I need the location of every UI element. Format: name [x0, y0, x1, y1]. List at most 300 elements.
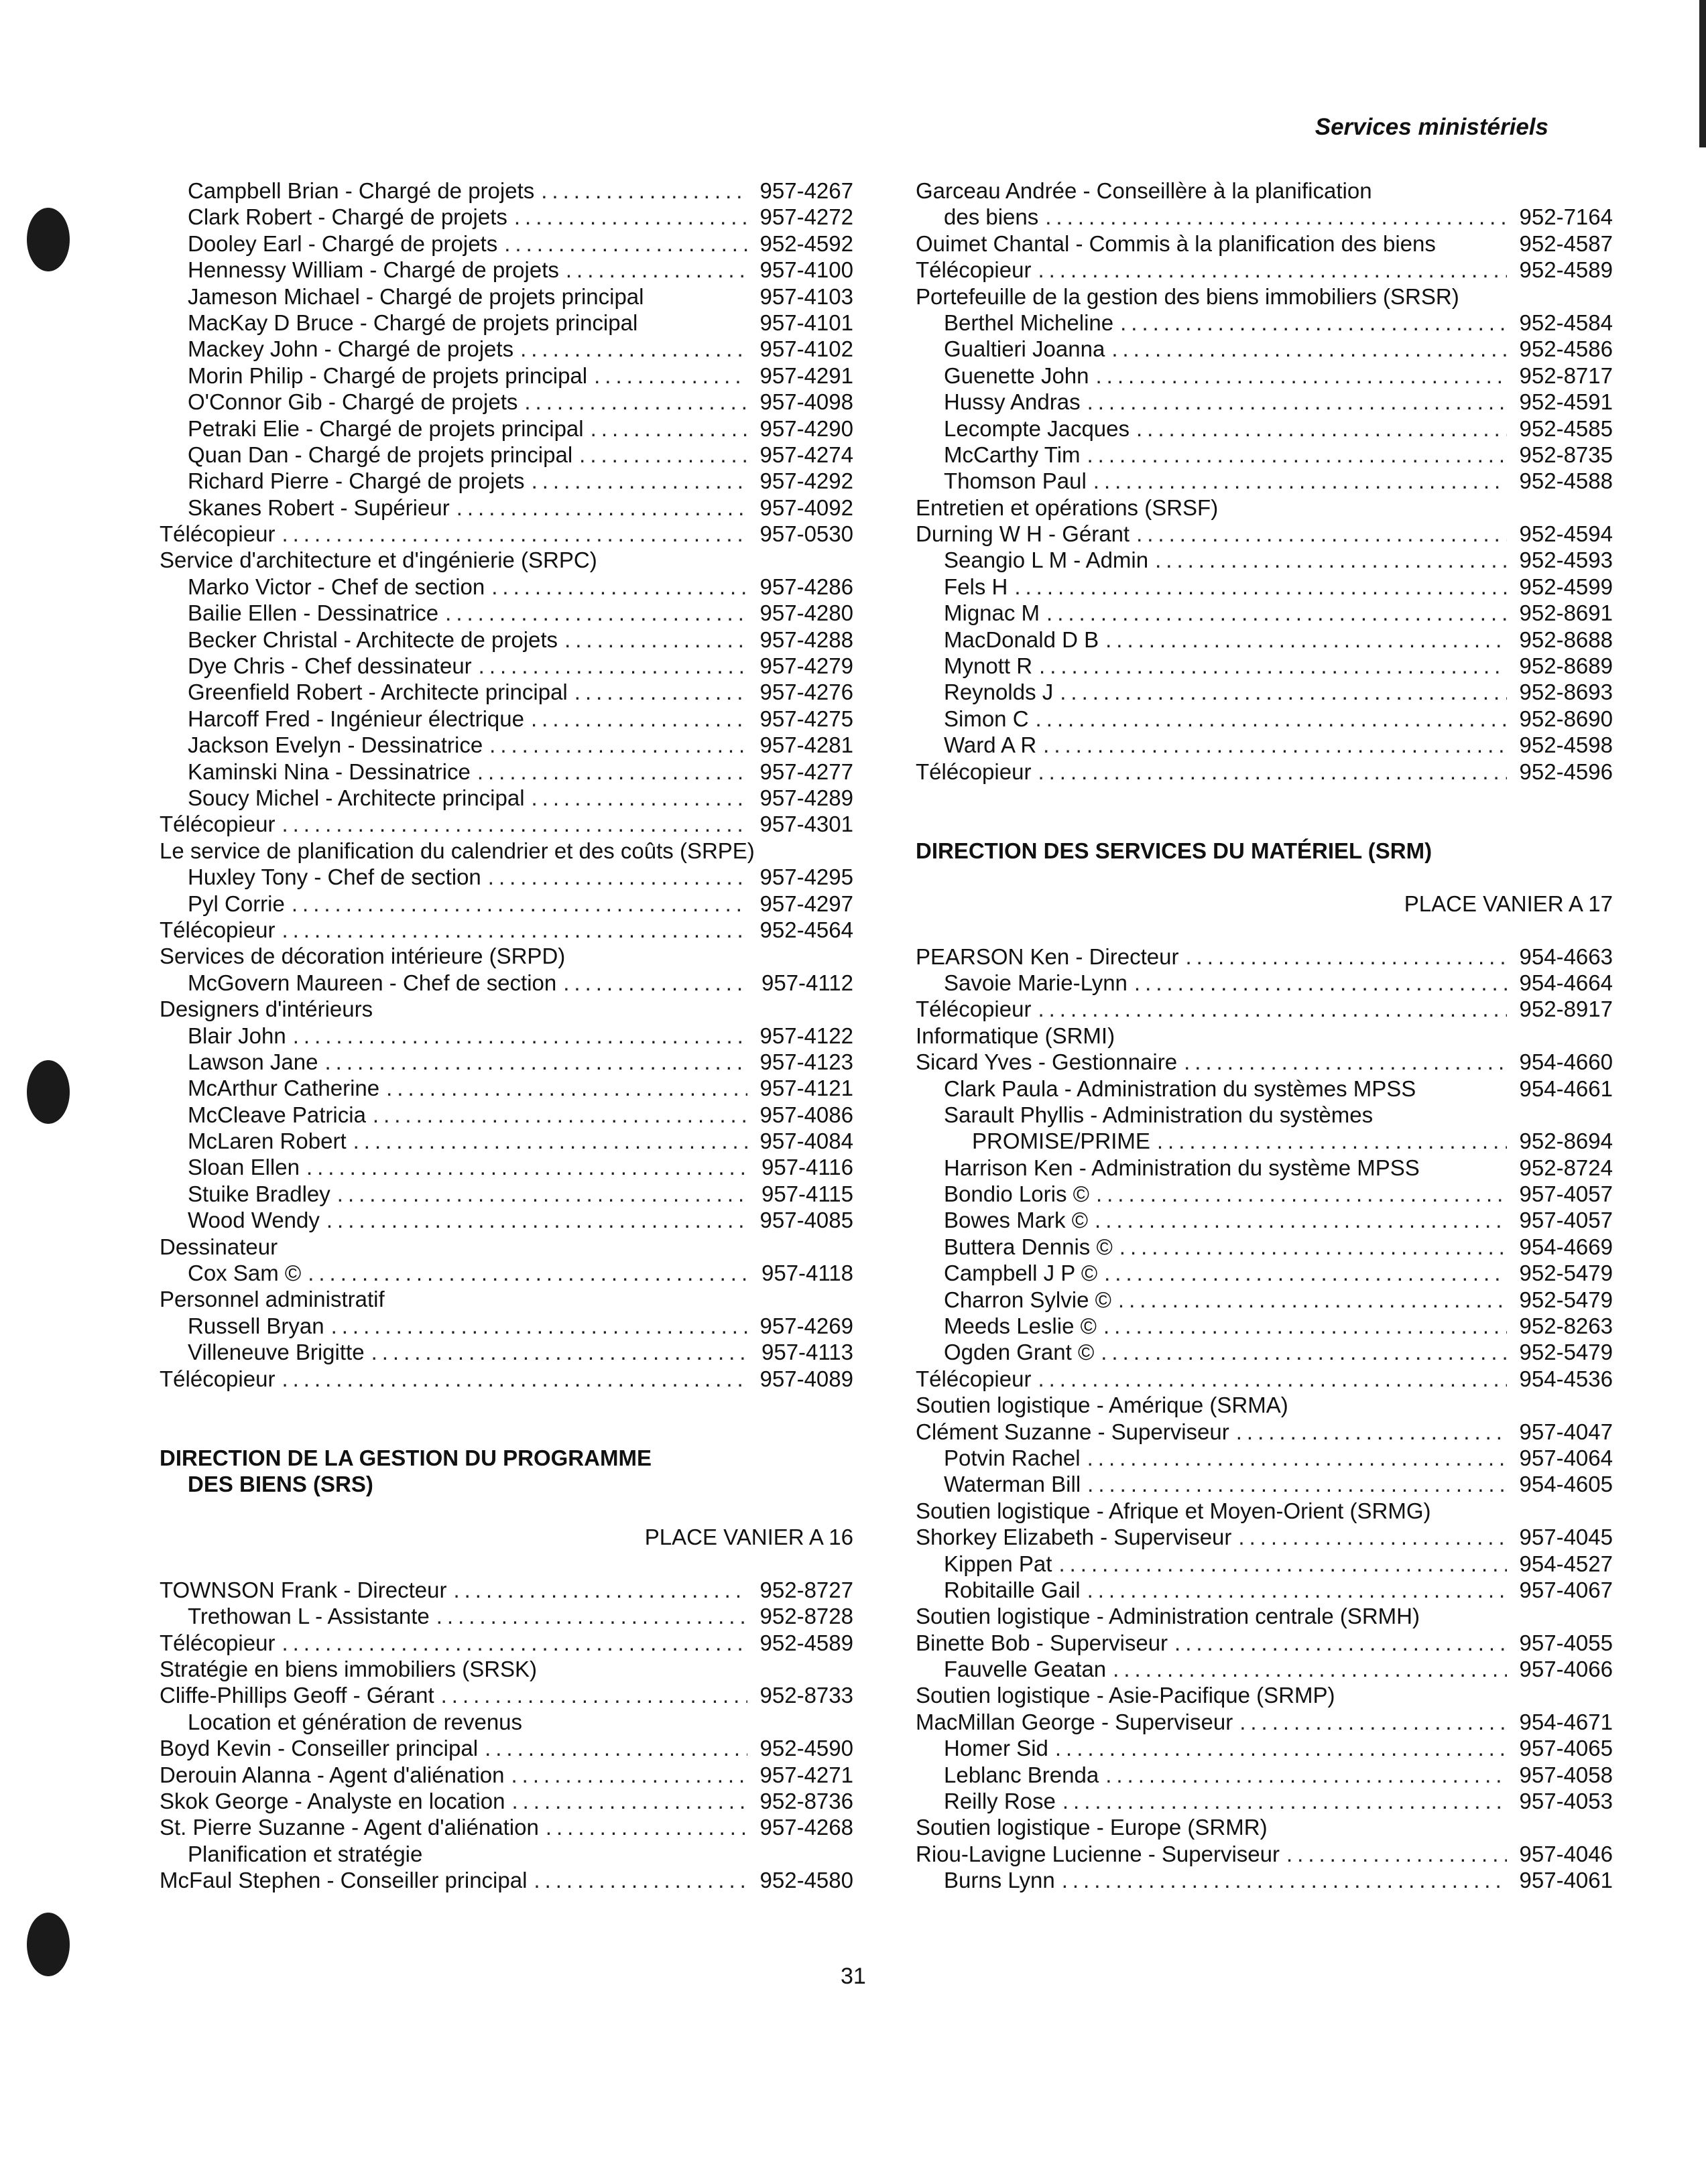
directory-entry [916, 732, 1613, 758]
entry-name: MacKay D Bruce - Chargé de projets principal [188, 310, 638, 335]
directory-entry [916, 310, 1613, 336]
dot-leader [1056, 1788, 1507, 1814]
dot-leader [275, 811, 747, 837]
directory-entry [160, 574, 853, 600]
directory-entry [160, 521, 853, 547]
phone-number: 957-4092 [759, 495, 853, 520]
group-heading-text: Garceau Andrée - Conseillère à la planification [916, 178, 1372, 203]
dot-leader [1081, 389, 1507, 415]
entry-name: Guenette John [944, 363, 1089, 388]
dot-leader [1233, 1709, 1507, 1735]
dot-leader [1081, 1577, 1507, 1603]
directory-entry [916, 1366, 1613, 1392]
phone-number: 957-4057 [1519, 1208, 1613, 1233]
phone-number: 957-4291 [759, 363, 853, 388]
phone-number: 952-8724 [1519, 1155, 1613, 1180]
entry-name: Shorkey Elizabeth - Superviseur [916, 1525, 1232, 1550]
entry-name: Fels H [944, 574, 1008, 599]
phone-number: 957-4067 [1519, 1577, 1613, 1602]
dot-leader [275, 521, 747, 547]
group-heading-text: Entretien et opérations (SRSF) [916, 495, 1219, 520]
phone-number: 954-4536 [1519, 1366, 1613, 1391]
group-heading [160, 1841, 853, 1867]
directory-entry [160, 679, 853, 705]
dot-leader [330, 1181, 747, 1207]
entry-name: PROMISE/PRIME [972, 1129, 1150, 1154]
phone-number: 957-4103 [759, 283, 853, 309]
entry-name: Dye Chris - Chef dessinateur [188, 653, 472, 679]
dot-leader [524, 706, 747, 732]
entry-name: Télécopieur [160, 1630, 276, 1655]
phone-number: 952-4580 [759, 1868, 853, 1893]
phone-number: 957-4113 [761, 1340, 853, 1365]
directory-entry [160, 917, 853, 943]
directory-entry [160, 1577, 853, 1603]
spacer [160, 1392, 853, 1445]
group-heading-text: Soutien logistique - Afrique et Moyen-Orient (SRMG) [916, 1498, 1431, 1523]
entry-name: Thomson Paul [944, 468, 1087, 494]
entry-name: McGovern Maureen - Chef de section [188, 970, 557, 995]
dot-leader [534, 178, 747, 204]
phone-number: 957-4064 [1519, 1445, 1613, 1470]
directory-entry [160, 204, 853, 230]
dot-leader [1128, 970, 1507, 996]
entry-name: Derouin Alanna - Agent d'aliénation [160, 1762, 505, 1787]
entry-name: Petraki Elie - Chargé de projets principal [188, 415, 584, 441]
entry-name: des biens [944, 204, 1039, 230]
dot-leader [587, 363, 747, 389]
phone-number: 952-4589 [1519, 257, 1613, 283]
directory-entry [160, 468, 853, 494]
directory-entry [160, 864, 853, 890]
phone-number: 952-5479 [1519, 1287, 1613, 1312]
directory-entry [160, 1603, 853, 1629]
entry-name: Télécopieur [160, 521, 276, 547]
phone-number: 952-8917 [1519, 997, 1613, 1022]
directory-entry [160, 1339, 853, 1365]
group-heading [916, 495, 1613, 521]
group-heading [916, 1814, 1613, 1840]
entry-name: Bailie Ellen - Dessinatrice [188, 600, 439, 626]
entry-name: Berthel Micheline [944, 310, 1114, 335]
dot-leader [505, 1762, 747, 1788]
dot-leader [446, 1577, 747, 1603]
entry-name: Lecompte Jacques [944, 415, 1130, 441]
phone-number: 957-0530 [759, 521, 853, 547]
directory-entry [916, 231, 1613, 257]
phone-number: 957-4112 [761, 970, 853, 995]
directory-entry [916, 389, 1613, 415]
dot-leader [1280, 1841, 1507, 1867]
directory-entry [916, 706, 1613, 732]
dot-leader [1036, 732, 1507, 758]
entry-name: Leblanc Brenda [944, 1762, 1099, 1787]
phone-number: 952-4588 [1519, 468, 1613, 494]
dot-leader [483, 732, 747, 758]
directory-entry [160, 495, 853, 521]
entry-name: Clark Paula - Administration du systèmes MPSS [944, 1076, 1416, 1101]
entry-name: Durning W H - Gérant [916, 521, 1130, 547]
page-number: 31 [841, 1964, 866, 1989]
directory-entry [916, 996, 1613, 1022]
dot-leader [559, 257, 747, 283]
directory-entry [916, 1762, 1613, 1788]
dot-leader [1099, 627, 1507, 653]
phone-number: 952-8717 [1519, 363, 1613, 388]
phone-number: 952-4594 [1519, 521, 1613, 547]
dot-leader [379, 1075, 747, 1101]
phone-number: 957-4277 [759, 759, 853, 784]
directory-entry [916, 1577, 1613, 1603]
entry-name: Harrison Ken - Administration du système MPSS [944, 1155, 1420, 1180]
directory-entry [916, 1207, 1613, 1233]
group-heading [160, 1286, 853, 1312]
directory-entry [916, 521, 1613, 547]
directory-entry [916, 1339, 1613, 1365]
directory-entry [916, 1841, 1613, 1867]
phone-number: 957-4301 [759, 812, 853, 837]
entry-name: Hennessy William - Chargé de projets [188, 257, 559, 283]
section-title: DIRECTION DE LA GESTION DU PROGRAMME [160, 1445, 652, 1470]
dot-leader [507, 204, 747, 230]
phone-number: 957-4053 [1519, 1789, 1613, 1814]
dot-leader [1178, 944, 1507, 970]
phone-number: 957-4084 [759, 1129, 853, 1154]
directory-entry [160, 891, 853, 917]
group-heading [916, 178, 1613, 204]
phone-number: 957-4100 [759, 257, 853, 283]
directory-entry [916, 1128, 1613, 1154]
directory-entry [160, 785, 853, 811]
directory-entry [916, 1867, 1613, 1893]
dot-leader [572, 442, 747, 468]
directory-entry [916, 1419, 1613, 1445]
phone-number: 957-4297 [759, 891, 853, 916]
phone-number: 957-4274 [759, 442, 853, 467]
directory-entry [916, 627, 1613, 653]
phone-number: 952-8727 [759, 1577, 853, 1602]
entry-name: Kippen Pat [944, 1551, 1052, 1576]
phone-number: 954-4664 [1519, 970, 1613, 995]
dot-leader [1229, 1419, 1507, 1445]
group-heading [916, 1498, 1613, 1524]
entry-name: Trethowan L - Assistante [188, 1604, 430, 1629]
directory-entry [160, 1867, 853, 1893]
dot-leader [568, 679, 747, 705]
group-heading-text: Soutien logistique - Europe (SRMR) [916, 1815, 1268, 1840]
group-heading [160, 547, 853, 573]
directory-entry [916, 336, 1613, 362]
running-header: Services ministériels [1315, 114, 1548, 140]
directory-entry [916, 257, 1613, 283]
directory-entry [916, 1155, 1613, 1181]
entry-name: McCarthy Tim [944, 442, 1081, 467]
entry-name: Clément Suzanne - Superviseur [916, 1419, 1229, 1444]
dot-leader [1081, 1445, 1507, 1471]
phone-number: 957-4276 [759, 680, 853, 705]
punch-hole [27, 208, 70, 271]
group-heading-text: Soutien logistique - Amérique (SRMA) [916, 1393, 1288, 1418]
phone-number: 952-8693 [1519, 680, 1613, 705]
dot-leader [539, 1814, 747, 1840]
entry-name: Cox Sam © [188, 1261, 302, 1286]
directory-entry [160, 1814, 853, 1840]
spacer [160, 1551, 853, 1577]
dot-leader [300, 1154, 747, 1180]
directory-entry [160, 600, 853, 626]
dot-leader [525, 785, 747, 811]
phone-number: 957-4101 [759, 310, 853, 335]
group-heading [160, 1709, 853, 1735]
group-heading-text: Planification et stratégie [188, 1841, 423, 1866]
dot-leader [1105, 336, 1507, 362]
dot-leader [434, 1682, 747, 1708]
dot-leader [347, 1128, 747, 1154]
entry-name: Harcoff Fred - Ingénieur électrique [188, 706, 524, 731]
entry-name: Dooley Earl - Chargé de projets [188, 231, 498, 256]
entry-name: Skanes Robert - Supérieur [188, 495, 450, 520]
phone-number: 957-4288 [759, 627, 853, 652]
phone-number: 957-4292 [759, 468, 853, 494]
phone-number: 952-7164 [1519, 204, 1613, 230]
dot-leader [1029, 706, 1507, 732]
entry-name: Quan Dan - Chargé de projets principal [188, 442, 573, 467]
dot-leader [1031, 1366, 1507, 1392]
entry-name: Ward A R [944, 732, 1037, 758]
directory-entry [916, 204, 1613, 230]
entry-name: Bowes Mark © [944, 1208, 1089, 1233]
directory-entry [916, 415, 1613, 442]
entry-name: Russell Bryan [188, 1313, 324, 1338]
phone-number: 954-4527 [1519, 1551, 1613, 1576]
directory-entry [160, 1788, 853, 1814]
dot-leader [1048, 1735, 1507, 1761]
phone-number: 957-4267 [759, 178, 853, 203]
directory-entry [160, 1102, 853, 1128]
group-heading-text: Stratégie en biens immobiliers (SRSK) [160, 1657, 538, 1682]
phone-number: 952-8689 [1519, 653, 1613, 679]
entry-name: McCleave Patricia [188, 1102, 366, 1127]
dot-leader [1052, 1551, 1507, 1577]
directory-entry [916, 1471, 1613, 1497]
group-heading [916, 1392, 1613, 1418]
entry-name: Télécopieur [160, 917, 276, 942]
phone-number: 952-8736 [759, 1789, 853, 1814]
group-heading [160, 1656, 853, 1682]
dot-leader [513, 336, 747, 362]
entry-name: Skok George - Analyste en location [160, 1789, 505, 1814]
phone-number: 952-4590 [759, 1736, 853, 1761]
phone-number: 952-8733 [759, 1683, 853, 1708]
entry-name: Télécopieur [160, 1366, 276, 1391]
group-heading-text: Dessinateur [160, 1234, 278, 1259]
phone-number: 954-4663 [1519, 944, 1613, 969]
directory-entry [160, 732, 853, 758]
directory-entry [160, 1049, 853, 1075]
spacer [916, 785, 1613, 838]
entry-name: Mignac M [944, 600, 1040, 626]
phone-number: 954-4605 [1519, 1472, 1613, 1497]
dot-leader [584, 415, 747, 442]
directory-entry [916, 1656, 1613, 1682]
dot-leader [1097, 1313, 1507, 1339]
entry-name: McFaul Stephen - Conseiller principal [160, 1868, 528, 1893]
directory-entry [916, 574, 1613, 600]
directory-entry [160, 415, 853, 442]
phone-number: 957-4289 [759, 785, 853, 810]
directory-entry [916, 1630, 1613, 1656]
directory-entry [916, 653, 1613, 679]
directory-entry [916, 1735, 1613, 1761]
directory-entry [916, 1076, 1613, 1102]
group-heading-text: Portefeuille de la gestion des biens immobiliers (SRSR) [916, 283, 1459, 309]
directory-entry [916, 442, 1613, 468]
entry-name: McArthur Catherine [188, 1076, 380, 1101]
phone-number: 952-4593 [1519, 548, 1613, 573]
phone-number: 957-4279 [759, 653, 853, 679]
group-heading-text: Informatique (SRMI) [916, 1023, 1115, 1048]
directory-entry [160, 759, 853, 785]
phone-number: 952-8690 [1519, 706, 1613, 731]
entry-name: Morin Philip - Chargé de projets principal [188, 363, 588, 388]
dot-leader [527, 1867, 747, 1893]
directory-entry [160, 811, 853, 837]
directory-entry [160, 1128, 853, 1154]
dot-leader [1231, 1524, 1507, 1550]
phone-number: 952-4589 [759, 1630, 853, 1655]
entry-name: Savoie Marie-Lynn [944, 970, 1128, 995]
directory-entry [916, 1287, 1613, 1313]
phone-number: 957-4123 [759, 1049, 853, 1074]
spacer [160, 1498, 853, 1524]
entry-name: Riou-Lavigne Lucienne - Superviseur [916, 1841, 1280, 1866]
entry-name: Télécopieur [160, 812, 276, 837]
phone-number: 957-4055 [1519, 1630, 1613, 1655]
phone-number: 952-4596 [1519, 759, 1613, 784]
dot-leader [1094, 1339, 1507, 1365]
entry-name: Mynott R [944, 653, 1033, 679]
group-heading-text: Soutien logistique - Administration centrale (SRMH) [916, 1604, 1420, 1629]
dot-leader [1099, 1762, 1507, 1788]
phone-number: 952-4592 [759, 231, 853, 256]
dot-leader [438, 600, 747, 626]
phone-number: 957-4086 [759, 1102, 853, 1127]
directory-entry [160, 1313, 853, 1339]
entry-name: Gualtieri Joanna [944, 336, 1105, 362]
phone-number: 952-5479 [1519, 1340, 1613, 1365]
dot-leader [1130, 521, 1507, 547]
entry-name: Wood Wendy [188, 1208, 320, 1233]
dot-leader [556, 970, 747, 996]
section-title: DES BIENS (SRS) [188, 1472, 373, 1497]
group-heading-text: Designers d'intérieurs [160, 997, 373, 1022]
group-heading [916, 283, 1613, 310]
entry-name: Waterman Bill [944, 1472, 1081, 1497]
dot-leader [1113, 310, 1507, 336]
phone-number: 954-4669 [1519, 1234, 1613, 1259]
group-heading-text: Sarault Phyllis - Administration du systèmes [944, 1102, 1374, 1127]
entry-name: Clark Robert - Chargé de projets [188, 204, 507, 230]
directory-entry [916, 759, 1613, 785]
phone-number: 957-4057 [1519, 1181, 1613, 1207]
phone-number: 957-4290 [759, 415, 853, 441]
dot-leader [1031, 759, 1507, 785]
group-heading-text: Le service de planification du calendrier et des coûts (SRPE) [160, 838, 755, 863]
entry-name: Ogden Grant © [944, 1340, 1095, 1365]
punch-hole [27, 1913, 70, 1976]
dot-leader [301, 1260, 747, 1286]
phone-number: 957-4268 [759, 1815, 853, 1840]
entry-name: Hussy Andras [944, 389, 1081, 415]
phone-number: 957-4280 [759, 600, 853, 626]
entry-name: Cliffe-Phillips Geoff - Gérant [160, 1683, 434, 1708]
dot-leader [1130, 415, 1507, 442]
dot-leader [478, 1735, 747, 1761]
group-heading [916, 1603, 1613, 1629]
entry-name: Binette Bob - Superviseur [916, 1630, 1168, 1655]
dot-leader [517, 389, 747, 415]
phone-number: 954-4660 [1519, 1049, 1613, 1075]
entry-name: Télécopieur [916, 997, 1032, 1022]
dot-leader [1053, 679, 1507, 705]
directory-entry [160, 706, 853, 732]
entry-name: Kaminski Nina - Dessinatrice [188, 759, 471, 784]
dot-leader [505, 1788, 747, 1814]
dot-leader [1032, 653, 1507, 679]
phone-number: 952-4564 [759, 917, 853, 942]
entry-name: McLaren Robert [188, 1129, 347, 1154]
entry-name: Meeds Leslie © [944, 1313, 1097, 1339]
group-heading [916, 1023, 1613, 1049]
section-title: DIRECTION DES SERVICES DU MATÉRIEL (SRM) [916, 838, 1433, 863]
location-label: PLACE VANIER A 16 [644, 1525, 853, 1550]
dot-leader [285, 891, 747, 917]
phone-number: 957-4115 [761, 1181, 853, 1206]
directory-entry [916, 679, 1613, 705]
directory-entry [916, 363, 1613, 389]
dot-leader [485, 574, 747, 600]
dot-leader [1038, 204, 1507, 230]
entry-name: Ouimet Chantal - Commis à la planification des biens [916, 231, 1436, 256]
entry-name: Seangio L M - Admin [944, 548, 1149, 573]
dot-leader [525, 468, 747, 494]
directory-entry [916, 468, 1613, 494]
phone-number: 952-4585 [1519, 415, 1613, 441]
dot-leader [1081, 442, 1507, 468]
directory-entry [160, 283, 853, 310]
dot-leader [318, 1049, 747, 1075]
phone-number: 957-4269 [759, 1313, 853, 1338]
dot-leader [1106, 1656, 1507, 1682]
group-heading [160, 996, 853, 1022]
group-heading [916, 1682, 1613, 1708]
phone-number: 957-4066 [1519, 1657, 1613, 1682]
phone-number: 957-4286 [759, 574, 853, 599]
directory-entry [160, 389, 853, 415]
directory-entry [160, 231, 853, 257]
dot-leader [1031, 996, 1507, 1022]
phone-number: 957-4122 [759, 1023, 853, 1048]
phone-number: 952-4598 [1519, 732, 1613, 758]
phone-number: 952-8728 [759, 1604, 853, 1629]
entry-name: Campbell J P © [944, 1261, 1098, 1286]
entry-name: Lawson Jane [188, 1049, 318, 1074]
entry-name: Reilly Rose [944, 1789, 1056, 1814]
dot-leader [286, 1023, 747, 1049]
directory-entry [916, 1234, 1613, 1260]
scan-edge [1699, 0, 1706, 147]
phone-number: 957-4121 [759, 1076, 853, 1101]
